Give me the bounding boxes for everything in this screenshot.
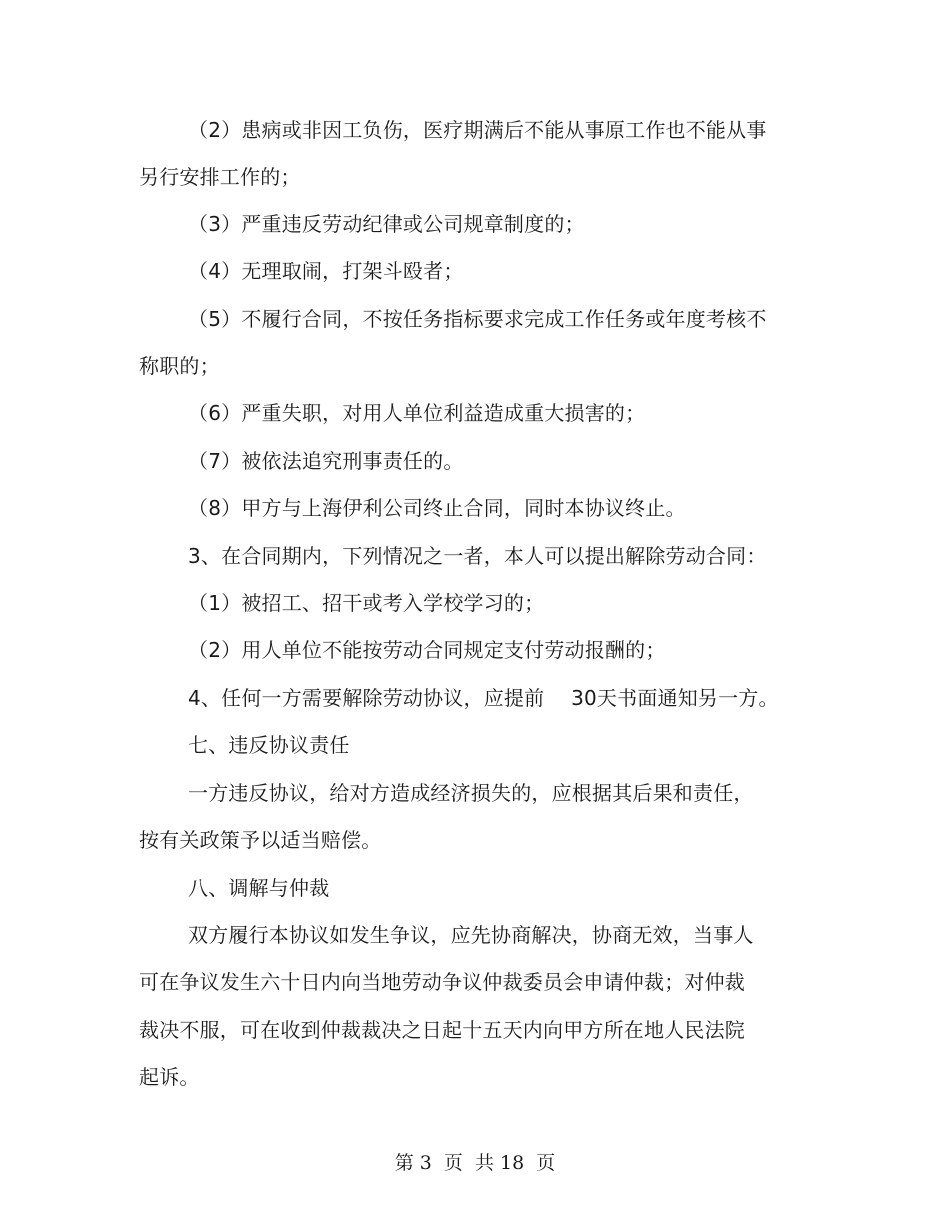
- text-line: 另行安排工作的；: [139, 165, 301, 189]
- text-line: 按有关政策予以适当赔偿。: [139, 828, 382, 852]
- text-line: （7）被依法追究刑事责任的。: [188, 449, 464, 473]
- text-line: 4、任何一方需要解除劳动协议，应提前 30天书面通知另一方。: [188, 686, 779, 710]
- text-line: （4）无理取闹，打架斗殴者；: [188, 259, 464, 283]
- text-line: （2）用人单位不能按劳动合同规定支付劳动报酬的；: [188, 638, 666, 662]
- text-line: （5）不履行合同，不按任务指标要求完成工作任务或年度考核不: [188, 307, 767, 331]
- page-number-footer: 第 3 页 共 18 页: [394, 1152, 556, 1174]
- text-line: 3、在合同期内，下列情况之一者，本人可以提出解除劳动合同：: [188, 544, 767, 568]
- text-line: 一方违反协议，给对方造成经济损失的，应根据其后果和责任，: [188, 781, 754, 805]
- section-heading: 七、违反协议责任: [188, 733, 350, 757]
- text-line: （8）甲方与上海伊利公司终止合同，同时本协议终止。: [188, 496, 686, 520]
- text-line: （6）严重失职，对用人单位利益造成重大损害的；: [188, 401, 646, 425]
- text-line: 双方履行本协议如发生争议，应先协商解决，协商无效，当事人: [188, 923, 754, 947]
- text-line: 称职的；: [139, 354, 220, 378]
- text-line: 可在争议发生六十日内向当地劳动争议仲裁委员会申请仲裁；对仲裁: [139, 970, 745, 994]
- text-line: （2）患病或非因工负伤，医疗期满后不能从事原工作也不能从事: [188, 118, 767, 142]
- text-line: （3）严重违反劳动纪律或公司规章制度的；: [188, 212, 585, 236]
- text-line: （1）被招工、招干或考入学校学习的；: [188, 591, 545, 615]
- text-line: 起诉。: [139, 1065, 200, 1089]
- section-heading: 八、调解与仲裁: [188, 876, 330, 900]
- text-line: 裁决不服，可在收到仲裁裁决之日起十五天内向甲方所在地人民法院: [139, 1018, 745, 1042]
